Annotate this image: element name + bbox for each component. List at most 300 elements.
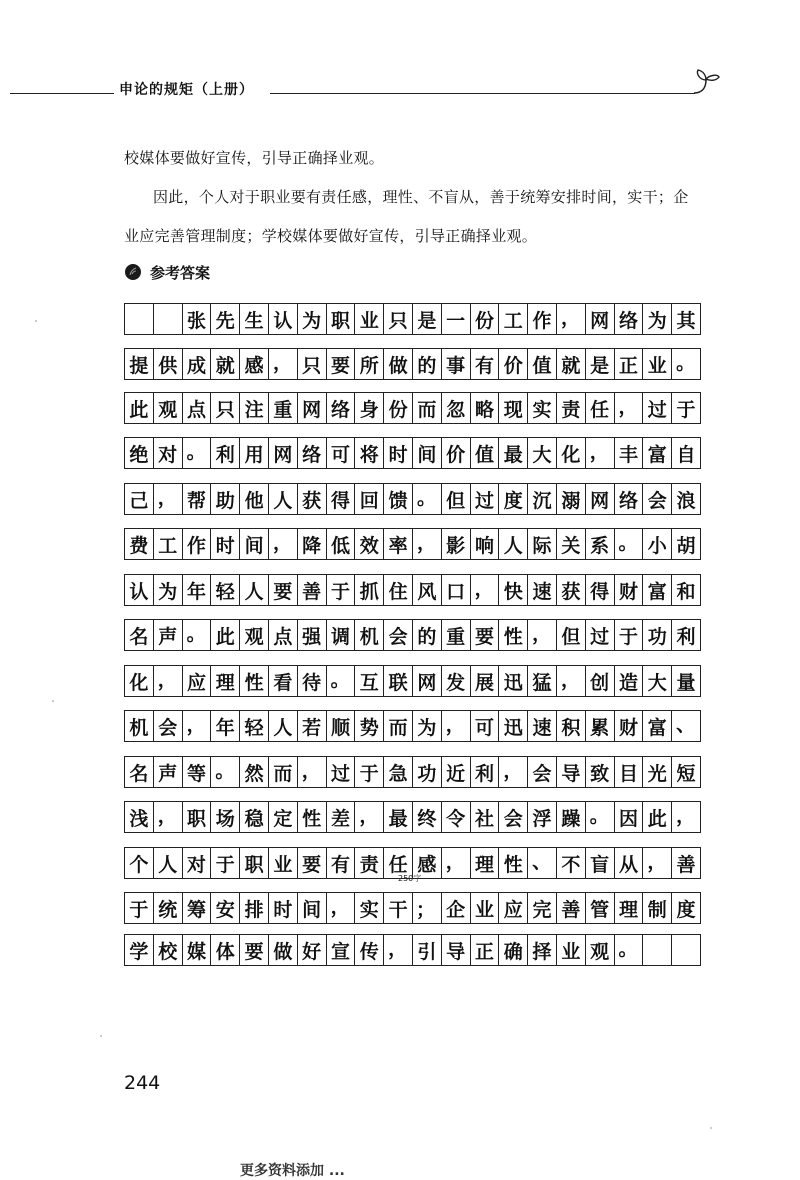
grid-cell: 责 bbox=[556, 392, 586, 424]
grid-cell: 而 bbox=[383, 710, 413, 742]
grid-cell: 速 bbox=[527, 574, 557, 606]
grid-cell: 富 bbox=[642, 710, 672, 742]
grid-cell: 只 bbox=[210, 392, 240, 424]
grid-cell: 顺 bbox=[326, 710, 356, 742]
grid-cell: 创 bbox=[585, 665, 615, 697]
grid-cell: 人 bbox=[153, 847, 183, 879]
scan-speck bbox=[710, 1127, 712, 1129]
grid-cell: 造 bbox=[614, 665, 644, 697]
grid-cell: 应 bbox=[498, 892, 528, 924]
grid-cell: 体 bbox=[210, 934, 240, 966]
grid-row bbox=[124, 437, 720, 469]
grid-cell: 认 bbox=[124, 574, 154, 606]
grid-cell: 利 bbox=[470, 756, 500, 788]
grid-cell: 业 bbox=[556, 934, 586, 966]
grid-cell: 帮 bbox=[182, 483, 212, 515]
grid-cell: 排 bbox=[239, 892, 269, 924]
grid-cell: 只 bbox=[297, 348, 327, 380]
grid-cell-empty bbox=[642, 934, 672, 966]
grid-cell: 、 bbox=[671, 710, 701, 742]
grid-cell: 度 bbox=[671, 892, 701, 924]
grid-cell: 近 bbox=[441, 756, 471, 788]
grid-cell: 网 bbox=[585, 483, 615, 515]
grid-cell: 业 bbox=[268, 847, 298, 879]
grid-cell: 企 bbox=[441, 892, 471, 924]
grid-cell: 浮 bbox=[527, 801, 557, 833]
grid-cell-empty bbox=[124, 303, 154, 335]
paragraph-2: 因此，个人对于职业要有责任感，理性、不盲从，善于统筹安排时间，实干；企 bbox=[153, 188, 689, 206]
grid-row bbox=[124, 934, 720, 966]
grid-cell: 是 bbox=[412, 303, 442, 335]
running-header-title: 申论的规矩（上册） bbox=[119, 82, 254, 98]
grid-cell: 网 bbox=[412, 665, 442, 697]
grid-cell: 度 bbox=[498, 483, 528, 515]
grid-cell: 善 bbox=[671, 847, 701, 879]
grid-cell: 名 bbox=[124, 619, 154, 651]
grid-cell: 过 bbox=[326, 756, 356, 788]
grid-row bbox=[124, 528, 720, 560]
grid-cell: 待 bbox=[297, 665, 327, 697]
header-rule-right bbox=[270, 93, 695, 94]
grid-cell: 注 bbox=[239, 392, 269, 424]
grid-cell: 量 bbox=[671, 665, 701, 697]
grid-cell: 利 bbox=[671, 619, 701, 651]
grid-cell: 的 bbox=[412, 348, 442, 380]
grid-cell: 理 bbox=[210, 665, 240, 697]
grid-cell: 。 bbox=[182, 619, 212, 651]
grid-cell: 要 bbox=[268, 574, 298, 606]
grid-cell: 富 bbox=[642, 574, 672, 606]
grid-cell: 生 bbox=[239, 303, 269, 335]
grid-cell: 速 bbox=[527, 710, 557, 742]
grid-cell: 要 bbox=[326, 348, 356, 380]
grid-cell: 为 bbox=[642, 303, 672, 335]
grid-cell: ， bbox=[412, 528, 442, 560]
grid-cell: 对 bbox=[182, 847, 212, 879]
grid-cell: 大 bbox=[527, 437, 557, 469]
grid-cell: 获 bbox=[297, 483, 327, 515]
grid-cell: 此 bbox=[210, 619, 240, 651]
grid-cell: 时 bbox=[383, 437, 413, 469]
grid-cell: 先 bbox=[210, 303, 240, 335]
grid-cell: ， bbox=[642, 847, 672, 879]
grid-cell: 从 bbox=[614, 847, 644, 879]
grid-cell: 展 bbox=[470, 665, 500, 697]
grid-cell: 要 bbox=[470, 619, 500, 651]
grid-cell: 声 bbox=[153, 756, 183, 788]
grid-cell: 得 bbox=[326, 483, 356, 515]
grid-cell: 就 bbox=[210, 348, 240, 380]
grid-cell: 正 bbox=[470, 934, 500, 966]
grid-cell: ， bbox=[441, 710, 471, 742]
sprout-icon bbox=[690, 66, 724, 96]
grid-cell: 功 bbox=[412, 756, 442, 788]
grid-cell: 年 bbox=[210, 710, 240, 742]
grid-cell: 网 bbox=[585, 303, 615, 335]
grid-cell: 令 bbox=[441, 801, 471, 833]
grid-cell: 完 bbox=[527, 892, 557, 924]
grid-cell: 实 bbox=[354, 892, 384, 924]
grid-cell: 可 bbox=[326, 437, 356, 469]
grid-cell: 做 bbox=[383, 348, 413, 380]
grid-cell: 性 bbox=[297, 801, 327, 833]
grid-cell: 张 bbox=[182, 303, 212, 335]
grid-cell: 财 bbox=[614, 710, 644, 742]
grid-cell: 间 bbox=[412, 437, 442, 469]
grid-cell: ， bbox=[268, 528, 298, 560]
grid-cell: 抓 bbox=[354, 574, 384, 606]
grid-cell: 联 bbox=[383, 665, 413, 697]
grid-cell: 。 bbox=[182, 437, 212, 469]
grid-cell: ， bbox=[614, 392, 644, 424]
scan-speck bbox=[52, 700, 54, 702]
grid-cell: 浅 bbox=[124, 801, 154, 833]
grid-cell: 于 bbox=[326, 574, 356, 606]
page-number: 244 bbox=[124, 1072, 161, 1094]
grid-cell: 会 bbox=[153, 710, 183, 742]
grid-cell: 观 bbox=[153, 392, 183, 424]
grid-cell: 善 bbox=[556, 892, 586, 924]
grid-cell: 光 bbox=[642, 756, 672, 788]
grid-cell: 所 bbox=[354, 348, 384, 380]
grid-cell: 统 bbox=[153, 892, 183, 924]
grid-cell: 感 bbox=[239, 348, 269, 380]
grid-cell: 理 bbox=[614, 892, 644, 924]
grid-cell: 影 bbox=[441, 528, 471, 560]
grid-cell: 快 bbox=[498, 574, 528, 606]
grid-cell: 强 bbox=[297, 619, 327, 651]
grid-row bbox=[124, 483, 720, 515]
grid-cell: 稳 bbox=[239, 801, 269, 833]
grid-cell: 做 bbox=[268, 934, 298, 966]
grid-cell: 看 bbox=[268, 665, 298, 697]
grid-cell: 人 bbox=[498, 528, 528, 560]
grid-cell: 干 bbox=[383, 892, 413, 924]
grid-cell: 重 bbox=[268, 392, 298, 424]
grid-cell: 制 bbox=[642, 892, 672, 924]
grid-cell: 时 bbox=[268, 892, 298, 924]
grid-cell: 会 bbox=[383, 619, 413, 651]
scan-speck bbox=[100, 1035, 102, 1037]
grid-cell: 过 bbox=[585, 619, 615, 651]
grid-cell: 迅 bbox=[498, 710, 528, 742]
grid-cell: 目 bbox=[614, 756, 644, 788]
grid-cell: 是 bbox=[585, 348, 615, 380]
grid-cell: 就 bbox=[556, 348, 586, 380]
grid-cell: 实 bbox=[527, 392, 557, 424]
grid-cell: 年 bbox=[182, 574, 212, 606]
grid-cell: 人 bbox=[268, 483, 298, 515]
footer-fragment: 更多资料添加 ... bbox=[240, 1163, 345, 1179]
grid-cell: 观 bbox=[585, 934, 615, 966]
grid-cell: 场 bbox=[210, 801, 240, 833]
grid-cell: 供 bbox=[153, 348, 183, 380]
grid-cell: 。 bbox=[585, 801, 615, 833]
grid-cell: 导 bbox=[556, 756, 586, 788]
grid-cell: 定 bbox=[268, 801, 298, 833]
grid-cell: 但 bbox=[556, 619, 586, 651]
grid-row bbox=[124, 574, 720, 606]
grid-cell: ， bbox=[556, 303, 586, 335]
grid-cell: 绝 bbox=[124, 437, 154, 469]
grid-cell: 工 bbox=[153, 528, 183, 560]
grid-cell: 间 bbox=[297, 892, 327, 924]
grid-cell: 络 bbox=[297, 437, 327, 469]
grid-cell: 重 bbox=[441, 619, 471, 651]
grid-cell: 小 bbox=[642, 528, 672, 560]
grid-cell: 。 bbox=[614, 528, 644, 560]
grid-cell: ， bbox=[585, 437, 615, 469]
grid-cell: 好 bbox=[297, 934, 327, 966]
grid-cell: 口 bbox=[441, 574, 471, 606]
grid-cell: 性 bbox=[239, 665, 269, 697]
grid-cell: ； bbox=[412, 892, 442, 924]
grid-cell: 略 bbox=[470, 392, 500, 424]
grid-cell: 过 bbox=[642, 392, 672, 424]
grid-cell: 用 bbox=[239, 437, 269, 469]
grid-cell: 职 bbox=[239, 847, 269, 879]
grid-cell: 。 bbox=[210, 756, 240, 788]
grid-cell: 过 bbox=[470, 483, 500, 515]
scan-speck bbox=[35, 320, 37, 322]
grid-cell: 会 bbox=[642, 483, 672, 515]
grid-cell: 善 bbox=[297, 574, 327, 606]
grid-cell: ， bbox=[498, 756, 528, 788]
grid-cell: 自 bbox=[671, 437, 701, 469]
grid-cell: 忽 bbox=[441, 392, 471, 424]
grid-cell: 时 bbox=[210, 528, 240, 560]
grid-cell: 。 bbox=[614, 934, 644, 966]
grid-cell: 而 bbox=[412, 392, 442, 424]
grid-cell: 引 bbox=[412, 934, 442, 966]
grid-cell: 点 bbox=[268, 619, 298, 651]
grid-cell: 回 bbox=[354, 483, 384, 515]
grid-cell: 现 bbox=[498, 392, 528, 424]
grid-cell: 认 bbox=[268, 303, 298, 335]
grid-cell: 应 bbox=[182, 665, 212, 697]
grid-cell: 若 bbox=[297, 710, 327, 742]
grid-cell: ， bbox=[527, 619, 557, 651]
grid-cell: 降 bbox=[297, 528, 327, 560]
grid-cell: 会 bbox=[498, 801, 528, 833]
grid-cell: 迅 bbox=[498, 665, 528, 697]
grid-cell: 职 bbox=[182, 801, 212, 833]
grid-cell: 任 bbox=[383, 847, 413, 879]
grid-row bbox=[124, 392, 720, 424]
grid-cell: 获 bbox=[556, 574, 586, 606]
grid-cell: 累 bbox=[585, 710, 615, 742]
grid-cell: ， bbox=[671, 801, 701, 833]
grid-cell-empty bbox=[671, 934, 701, 966]
grid-cell: 个 bbox=[124, 847, 154, 879]
grid-cell: 差 bbox=[326, 801, 356, 833]
grid-cell: 。 bbox=[671, 348, 701, 380]
grid-cell: 职 bbox=[326, 303, 356, 335]
grid-cell: 他 bbox=[239, 483, 269, 515]
grid-cell: 责 bbox=[354, 847, 384, 879]
grid-cell: 、 bbox=[527, 847, 557, 879]
grid-cell: 作 bbox=[182, 528, 212, 560]
grid-cell: 响 bbox=[470, 528, 500, 560]
grid-cell: 积 bbox=[556, 710, 586, 742]
grid-cell: 感 bbox=[412, 847, 442, 879]
grid-cell: 络 bbox=[326, 392, 356, 424]
grid-cell: 提 bbox=[124, 348, 154, 380]
grid-cell: 安 bbox=[210, 892, 240, 924]
grid-cell: 躁 bbox=[556, 801, 586, 833]
grid-cell: 人 bbox=[239, 574, 269, 606]
grid-cell: 化 bbox=[556, 437, 586, 469]
grid-cell: ， bbox=[153, 801, 183, 833]
grid-row bbox=[124, 303, 720, 335]
grid-cell: 间 bbox=[239, 528, 269, 560]
grid-cell: 络 bbox=[614, 483, 644, 515]
paragraph-1: 校媒体要做好宣传，引导正确择业观。 bbox=[124, 149, 385, 167]
grid-cell: 发 bbox=[441, 665, 471, 697]
grid-cell: 性 bbox=[498, 619, 528, 651]
grid-cell: 率 bbox=[383, 528, 413, 560]
grid-cell: 此 bbox=[642, 801, 672, 833]
grid-cell: ， bbox=[556, 665, 586, 697]
grid-cell: 成 bbox=[182, 348, 212, 380]
grid-cell: 轻 bbox=[239, 710, 269, 742]
grid-cell: 因 bbox=[614, 801, 644, 833]
section-bullet-icon bbox=[124, 263, 142, 281]
grid-cell: 等 bbox=[182, 756, 212, 788]
grid-cell: ， bbox=[268, 348, 298, 380]
grid-cell: 不 bbox=[556, 847, 586, 879]
grid-cell: 人 bbox=[268, 710, 298, 742]
grid-cell: 沉 bbox=[527, 483, 557, 515]
grid-row bbox=[124, 619, 720, 651]
grid-cell: 于 bbox=[614, 619, 644, 651]
grid-cell: 络 bbox=[614, 303, 644, 335]
grid-cell: 会 bbox=[527, 756, 557, 788]
grid-cell: 于 bbox=[354, 756, 384, 788]
grid-cell: 确 bbox=[498, 934, 528, 966]
grid-cell: 名 bbox=[124, 756, 154, 788]
grid-cell: 正 bbox=[614, 348, 644, 380]
grid-cell: 己 bbox=[124, 483, 154, 515]
grid-cell: 业 bbox=[642, 348, 672, 380]
grid-cell: 事 bbox=[441, 348, 471, 380]
grid-cell: 对 bbox=[153, 437, 183, 469]
grid-cell: 最 bbox=[383, 801, 413, 833]
grid-cell: 富 bbox=[642, 437, 672, 469]
grid-cell: 功 bbox=[642, 619, 672, 651]
grid-cell: 社 bbox=[470, 801, 500, 833]
grid-cell: 得 bbox=[585, 574, 615, 606]
grid-cell: 理 bbox=[470, 847, 500, 879]
grid-cell: 风 bbox=[412, 574, 442, 606]
grid-cell: 终 bbox=[412, 801, 442, 833]
grid-cell: 。 bbox=[412, 483, 442, 515]
grid-cell: 宣 bbox=[326, 934, 356, 966]
grid-row bbox=[124, 892, 720, 924]
grid-cell: 的 bbox=[412, 619, 442, 651]
grid-row bbox=[124, 348, 720, 380]
paragraph-3: 业应完善管理制度；学校媒体要做好宣传，引导正确择业观。 bbox=[124, 227, 538, 245]
grid-cell: 致 bbox=[585, 756, 615, 788]
grid-row bbox=[124, 710, 720, 742]
grid-cell: 校 bbox=[153, 934, 183, 966]
grid-cell: 助 bbox=[210, 483, 240, 515]
grid-cell: 费 bbox=[124, 528, 154, 560]
grid-cell: 为 bbox=[297, 303, 327, 335]
grid-cell: 短 bbox=[671, 756, 701, 788]
grid-cell: 轻 bbox=[210, 574, 240, 606]
grid-cell: 有 bbox=[470, 348, 500, 380]
grid-cell: 住 bbox=[383, 574, 413, 606]
grid-cell-empty bbox=[153, 303, 183, 335]
grid-cell: 份 bbox=[470, 303, 500, 335]
grid-cell: ， bbox=[153, 665, 183, 697]
grid-cell: 盲 bbox=[585, 847, 615, 879]
section-title: 参考答案 bbox=[150, 264, 211, 282]
grid-cell: 而 bbox=[268, 756, 298, 788]
grid-cell: 观 bbox=[239, 619, 269, 651]
grid-cell: 际 bbox=[527, 528, 557, 560]
grid-cell: 要 bbox=[239, 934, 269, 966]
grid-cell: 身 bbox=[354, 392, 384, 424]
grid-cell: 浪 bbox=[671, 483, 701, 515]
grid-cell: 网 bbox=[268, 437, 298, 469]
grid-cell: 化 bbox=[124, 665, 154, 697]
grid-cell: 关 bbox=[556, 528, 586, 560]
grid-cell: 只 bbox=[383, 303, 413, 335]
grid-cell: 业 bbox=[470, 892, 500, 924]
grid-cell: 丰 bbox=[614, 437, 644, 469]
grid-cell: 势 bbox=[354, 710, 384, 742]
grid-row bbox=[124, 801, 720, 833]
grid-cell: 胡 bbox=[671, 528, 701, 560]
header-rule-left bbox=[10, 93, 114, 94]
grid-cell: 为 bbox=[412, 710, 442, 742]
grid-cell: 传 bbox=[354, 934, 384, 966]
grid-cell: 管 bbox=[585, 892, 615, 924]
grid-cell: 和 bbox=[671, 574, 701, 606]
grid-cell: 最 bbox=[498, 437, 528, 469]
grid-cell: 急 bbox=[383, 756, 413, 788]
grid-cell: 导 bbox=[441, 934, 471, 966]
grid-cell: 作 bbox=[527, 303, 557, 335]
grid-cell: 将 bbox=[354, 437, 384, 469]
grid-cell: 机 bbox=[354, 619, 384, 651]
grid-row bbox=[124, 756, 720, 788]
grid-cell: 于 bbox=[671, 392, 701, 424]
grid-cell: ， bbox=[326, 892, 356, 924]
grid-cell: 为 bbox=[153, 574, 183, 606]
grid-cell: 工 bbox=[498, 303, 528, 335]
grid-cell: 利 bbox=[210, 437, 240, 469]
grid-cell: 择 bbox=[527, 934, 557, 966]
grid-cell: ， bbox=[470, 574, 500, 606]
grid-cell: 一 bbox=[441, 303, 471, 335]
grid-cell: 业 bbox=[354, 303, 384, 335]
grid-cell: ， bbox=[153, 483, 183, 515]
grid-cell: 网 bbox=[297, 392, 327, 424]
grid-cell: 价 bbox=[441, 437, 471, 469]
word-count-note: 250字 bbox=[398, 874, 422, 883]
grid-cell: 猛 bbox=[527, 665, 557, 697]
grid-cell: 机 bbox=[124, 710, 154, 742]
grid-cell: 性 bbox=[498, 847, 528, 879]
grid-cell: 财 bbox=[614, 574, 644, 606]
grid-cell: 值 bbox=[527, 348, 557, 380]
grid-cell: 然 bbox=[239, 756, 269, 788]
grid-cell: 馈 bbox=[383, 483, 413, 515]
grid-cell: 声 bbox=[153, 619, 183, 651]
